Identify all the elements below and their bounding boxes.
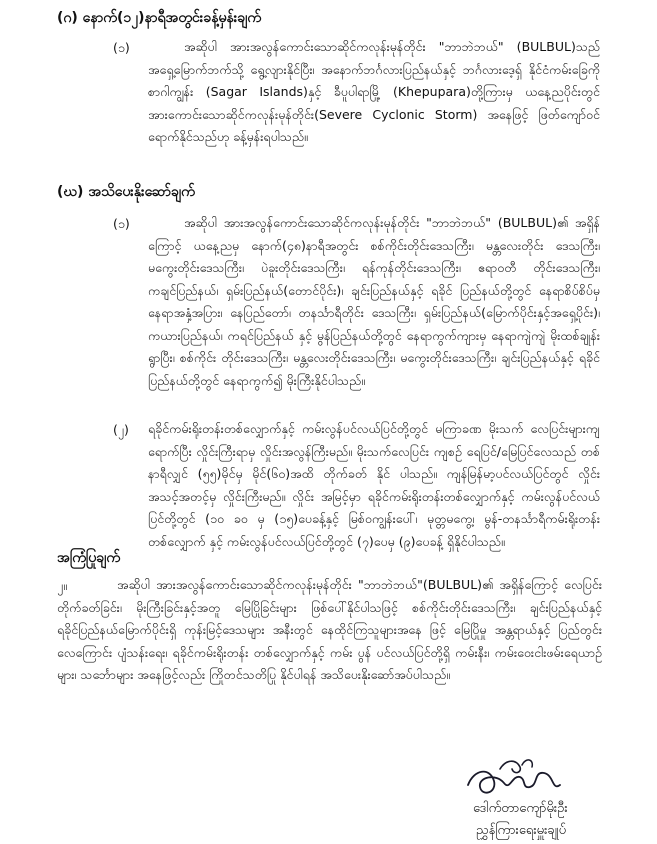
forecast-item-1-text: အဆိုပါ အားအလွန်ကောင်းသောဆိုင်ကလုန်းမုန်တိုင်း "ဘာဘဲဘယ်" (BULBUL)သည် အရှေ့မြောက်ဘက်သို့ ရွေ့လျားနိုင်ပြီး၊ အနောက်ဘင်္ဂလားပြည်နယ်နှင့် ဘင်္ဂလားဒေ့ရှ် နိုင်ငံကမ်းခြေကို စာဂါကျွန်း (Sagar Islands)နှင့် ခီပူပါရာမြို့ (Khepupara)တို့ကြားမှ ယနေ့ညပိုင်းတွင် အားကောင်းသောဆိုင်ကလုန်းမုန်တိုင်း(Severe Cyclonic Storm) အနေဖြင့် ဖြတ်ကျော်ဝင်ရောက်နိုင်သည်ဟု ခန့်မှန်းရပါသည်။ xyxy=(148,39,600,144)
advice-item-1-text: အဆိုပါ အားအလွန်ကောင်းသောဆိုင်ကလုန်းမုန်တိုင်း "ဘာဘဲဘယ်" (BULBUL)၏ အရှိန်ကြောင့် ယနေ့ညမှ နောက်(၄၈)နာရီအတွင်း စစ်ကိုင်းတိုင်းဒေသကြီး၊ မန္တလေးတိုင်း ဒေသကြီး၊ မကွေးတိုင်းဒေသကြီး၊ ပဲခူးတိုင်းဒေသကြီး၊ ရန်ကုန်တိုင်းဒေသကြီး၊ ဧရာဝတီ တိုင်းဒေသကြီး၊ ကချင်ပြည်နယ်၊ ရှမ်းပြည်နယ်(တောင်ပိုင်း)၊ ချင်းပြည်နယ်နှင့် ရခိုင် ပြည်နယ်တို့တွင် နေရာစိပ်စိပ်မှ နေရာအနှံ့အပြား၊ နေပြည်တော်၊ တနင်္သာရီတိုင်း ဒေသကြီး၊ ရှမ်းပြည်နယ်(မြောက်ပိုင်းနှင့်အရှေ့ပိုင်း)၊ ကယားပြည်နယ်၊ ကရင်ပြည်နယ် နှင့် မွန်ပြည်နယ်တို့တွင် နေရာကွက်ကျားမှ နေရာကျဲကျဲ မိုးထစ်ချုန်းရွာပြီး၊ စစ်ကိုင်း တိုင်းဒေသကြီး၊ မန္တလေးတိုင်းဒေသကြီး၊ မကွေးတိုင်းဒေသကြီး၊ ချင်းပြည်နယ်နှင့် ရခိုင် ပြည်နယ်တို့တွင် နေရာကွက်၍ မိုးကြီးနိုင်ပါသည်။ xyxy=(148,215,600,388)
conclusion-text: အဆိုပါ အားအလွန်ကောင်းသောဆိုင်ကလုန်းမုန်တိုင်း "ဘာဘဲဘယ်"(BULBUL)၏ အရှိန်ကြောင့် လေပြင်းတိုက်ခတ်ခြင်း၊ မိုးကြီးခြင်းနှင့်အတူ မြေပြိုခြင်းများ ဖြစ်ပေါ်နိုင်ပါသဖြင့် စစ်ကိုင်းတိုင်းဒေသကြီး၊ ချင်းပြည်နယ်နှင့် ရခိုင်ပြည်နယ်မြောက်ပိုင်းရှိ ကုန်းမြင့်ဒေသများ အနီးတွင် နေထိုင်ကြသူများအနေ ဖြင့် မြေပြိုမှု အန္တရာယ်နှင့် ပြည်တွင်းလေကြောင်း ပျံသန်းရေး၊ ရခိုင်ကမ်းရိုးတန်း တစ်လျှောက်နှင့် ကမ်း ပွန် ပင်လယ်ပြင်တို့ရှိ ကမ်းနီး၊ ကမ်းဝေးငါးဖမ်းရေယာဉ်များ၊ သင်္ဘောများ အနေဖြင့်လည်း ကြိုတင်သတိပြု နိုင်ပါရန် အသိပေးနိုးဆော်အပ်ပါသည်။ xyxy=(57,577,602,682)
advice-item-1-number: (၁) xyxy=(113,216,130,231)
conclusion-heading: အကြံပြုချက် xyxy=(57,550,121,566)
conclusion-number: ၂။ xyxy=(57,578,67,593)
signatory-title: ညွှန်ကြားရေးမှူးချုပ် xyxy=(476,823,567,838)
advice-heading: (ဃ) အသိပေးနိုးဆော်ချက် xyxy=(57,184,195,200)
signatory-name: ဒေါက်တာကျော်မိုးဦး xyxy=(473,801,568,816)
advice-item-2-number: (၂) xyxy=(113,422,129,437)
forecast-heading: (ဂ) နောက်(၁၂)နာရီအတွင်းခန့်မှန်းချက် xyxy=(57,10,262,26)
advice-item-2-text: ရခိုင်ကမ်းရိုးတန်းတစ်လျှောက်နှင့် ကမ်းလွန်ပင်လယ်ပြင်တို့တွင် မကြာခဏ မိုးသက် လေပြင်းများကျရောက်ပြီး လှိုင်းကြီးရာမှ လှိုင်းအလွန်ကြီးမည်။ မိုးသက်လေပြင်း ကျစဉ် ရေပြင်/မြေပြင်လေသည် တစ်နာရီလျှင် (၅၅)မိုင်မှ မိုင်(၆၀)အထိ တိုက်ခတ် နိုင် ပါသည်။ ကျန်မြန်မာ့ပင်လယ်ပြင်တွင် လှိုင်းအသင့်အတင့်မှ လှိုင်းကြီးမည်။ လှိုင်း အမြင့်မှာ ရခိုင်ကမ်းရိုးတန်းတစ်လျှောက်နှင့် ကမ်းလွန်ပင်လယ်ပြင်တို့တွင် (၁၀ ခ၀ မှ (၁၅)ပေခန့်နှင့် မြစ်ဝကျွန်းပေါ်၊ မုတ္တမကွေ့၊ မွန်-တနင်္သာရီကမ်းရိုးတန်းတစ်လျှောက် နှင့် ကမ်းလွန်ပင်လယ်ပြင်တို့တွင် (၇)ပေမှ (၉)ပေခန့် ရှိနိုင်ပါသည်။ xyxy=(148,421,600,549)
signature-image xyxy=(460,755,565,805)
forecast-item-1-number: (၁) xyxy=(113,40,130,55)
